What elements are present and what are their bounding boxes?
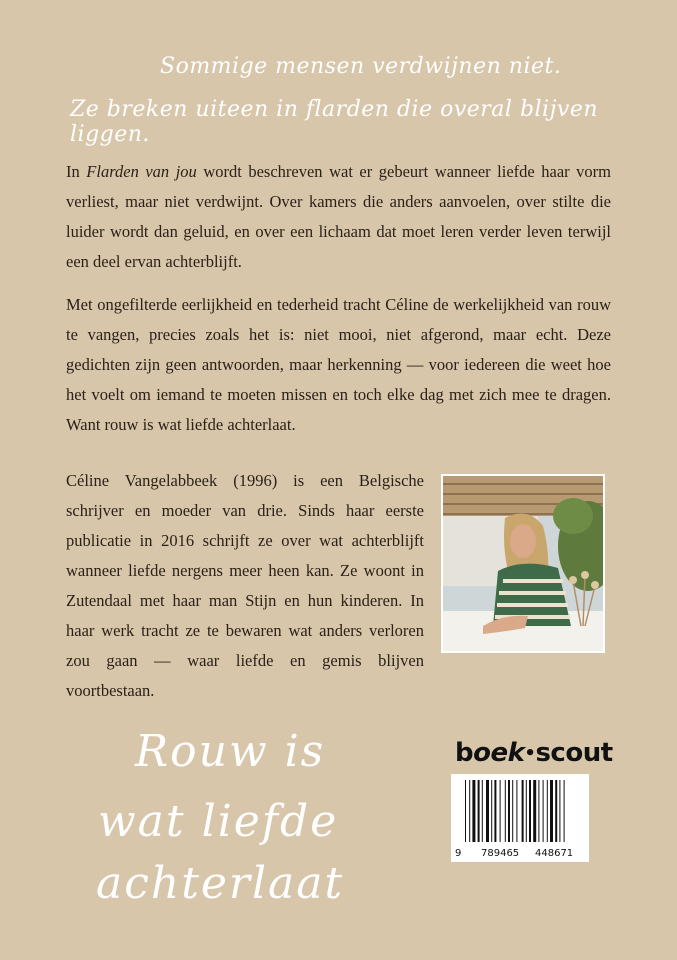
quote-line-3: achterlaat bbox=[96, 858, 345, 909]
book-title-italic: Flarden van jou bbox=[86, 162, 197, 181]
tagline-line-1: Sommige mensen verdwijnen niet. bbox=[160, 54, 562, 79]
barcode-digits-group-2: 448671 bbox=[535, 848, 574, 859]
intro-paragraph bbox=[66, 157, 611, 277]
intro-rest: wordt beschreven wat er gebeurt wanneer liefde haar vorm verliest, maar niet verdwijnt. Over kamers die anders aanvoelen, over stilte die luider wordt dan geluid, en over een lichaam dat moet leren verder leven terwijl een deel ervan achterblijft. bbox=[66, 162, 612, 271]
logo-part-2: oek bbox=[473, 738, 525, 768]
isbn-barcode bbox=[451, 774, 589, 862]
publisher-logo bbox=[455, 738, 613, 768]
author-photo bbox=[441, 474, 605, 653]
description-paragraph: Met ongefilterde eerlijkheid en tederheid tracht Céline de werkelijkheid van rouw te vangen, precies zoals het is: niet mooi, niet afgerond, maar echt. Deze gedichten zijn geen antwoorden, maar herkenning — voor iedereen die weet hoe het voelt om iemand te moeten missen en toch elke dag met zich mee te dragen. Want rouw is wat liefde achterlaat. bbox=[66, 295, 611, 434]
logo-part-1: b bbox=[455, 738, 474, 768]
quote-line-1: Rouw is bbox=[135, 726, 326, 777]
intro-prefix: In bbox=[66, 162, 87, 181]
quote-line-2: wat liefde bbox=[98, 796, 339, 847]
tagline-line-2: Ze breken uiteen in flarden die overal blijven liggen. bbox=[70, 97, 599, 147]
barcode-digits-group-1: 789465 bbox=[481, 848, 520, 859]
barcode-bars bbox=[451, 774, 589, 846]
logo-part-3: scout bbox=[535, 738, 613, 768]
logo-dot: • bbox=[524, 743, 536, 764]
barcode-digit-first: 9 bbox=[455, 848, 462, 859]
author-bio: Céline Vangelabbeek (1996) is een Belgische schrijver en moeder van drie. Sinds haar eerste publicatie in 2016 schrijft ze over wat achterblijft wanneer liefde nergens meer heen kan. Ze woont in Zutendaal met haar man Stijn en hun kinderen. In haar werk tracht ze te bewaren wat anders verloren zou gaan — waar liefde en gemis blijven voortbestaan. bbox=[66, 471, 424, 700]
